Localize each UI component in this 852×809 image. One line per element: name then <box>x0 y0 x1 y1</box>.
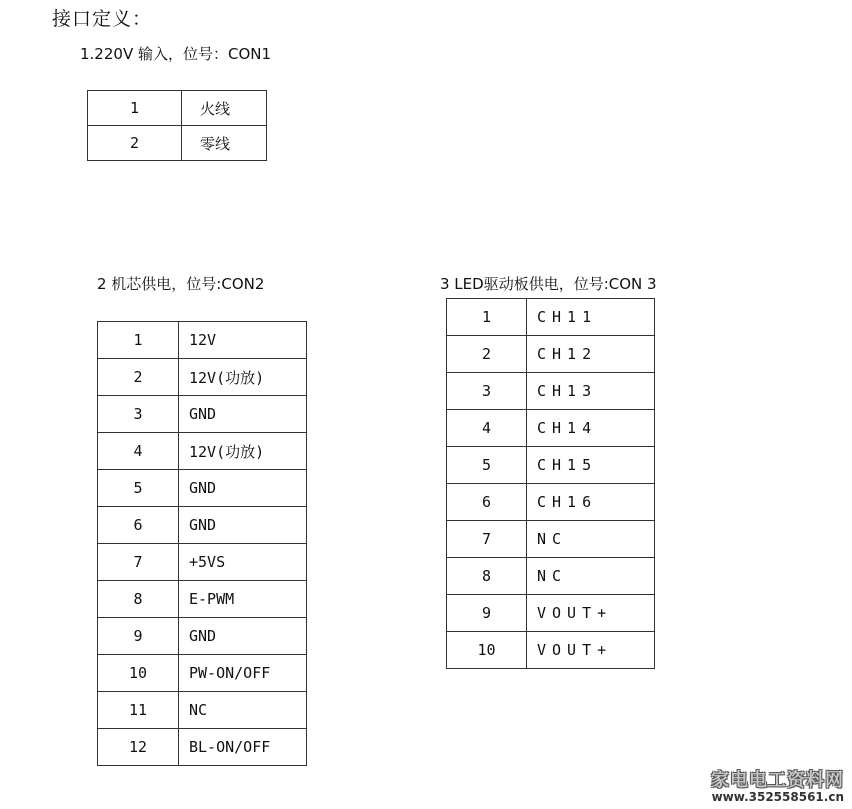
con2-table-body <box>98 322 307 766</box>
con3-table <box>446 298 655 669</box>
pin-number: 1 <box>98 322 179 359</box>
pin-number: 9 <box>98 618 179 655</box>
pin-number: 11 <box>98 692 179 729</box>
table-row <box>98 655 307 692</box>
table-row <box>88 126 267 161</box>
pin-signal: CH14 <box>527 410 655 447</box>
con1-table-body <box>88 91 267 161</box>
table-row <box>447 373 655 410</box>
pin-number: 7 <box>447 521 527 558</box>
table-row <box>98 359 307 396</box>
table-row <box>447 595 655 632</box>
pin-number: 4 <box>98 433 179 470</box>
table-row <box>447 410 655 447</box>
pin-signal: 12V(功放) <box>179 359 307 396</box>
page-title: 接口定义： <box>52 8 153 30</box>
pin-signal: 零线 <box>182 126 267 161</box>
section3-heading: 3 LED驱动板供电，位号:CON 3 <box>440 275 657 293</box>
pin-number: 3 <box>98 396 179 433</box>
pin-signal: CH11 <box>527 299 655 336</box>
table-row <box>98 470 307 507</box>
pin-signal: 12V(功放) <box>179 433 307 470</box>
pin-number: 12 <box>98 729 179 766</box>
pin-number: 5 <box>447 447 527 484</box>
pin-signal: VOUT+ <box>527 632 655 669</box>
pin-signal: NC <box>527 558 655 595</box>
pin-number: 9 <box>447 595 527 632</box>
pin-number: 6 <box>447 484 527 521</box>
pin-signal: VOUT+ <box>527 595 655 632</box>
pin-signal: GND <box>179 396 307 433</box>
section2-heading: 2 机芯供电，位号:CON2 <box>97 275 265 293</box>
pin-signal: CH15 <box>527 447 655 484</box>
table-row <box>98 729 307 766</box>
pin-number: 3 <box>447 373 527 410</box>
con2-table <box>97 321 307 766</box>
pin-number: 8 <box>98 581 179 618</box>
pin-number: 1 <box>88 91 182 126</box>
table-row <box>88 91 267 126</box>
table-row <box>447 521 655 558</box>
con3-table-body <box>447 299 655 669</box>
pin-signal: CH16 <box>527 484 655 521</box>
pin-signal: GND <box>179 507 307 544</box>
table-row <box>447 336 655 373</box>
con1-table <box>87 90 267 161</box>
pin-number: 10 <box>98 655 179 692</box>
pin-signal: +5VS <box>179 544 307 581</box>
pin-number: 8 <box>447 558 527 595</box>
table-row <box>447 299 655 336</box>
pin-signal: E-PWM <box>179 581 307 618</box>
watermark-url: www.352558561.cn <box>711 790 844 804</box>
table-row <box>447 558 655 595</box>
pin-number: 2 <box>98 359 179 396</box>
pin-number: 5 <box>98 470 179 507</box>
pin-number: 10 <box>447 632 527 669</box>
pin-signal: 12V <box>179 322 307 359</box>
table-row <box>447 484 655 521</box>
pin-signal: GND <box>179 618 307 655</box>
watermark-name: 家电电工资料网 <box>711 770 844 791</box>
pin-number: 7 <box>98 544 179 581</box>
pin-number: 6 <box>98 507 179 544</box>
table-row <box>447 632 655 669</box>
table-row <box>98 692 307 729</box>
pin-number: 2 <box>88 126 182 161</box>
section1-heading: 1.220V 输入，位号：CON1 <box>80 45 272 63</box>
pin-number: 4 <box>447 410 527 447</box>
pin-signal: GND <box>179 470 307 507</box>
pin-signal: NC <box>527 521 655 558</box>
table-row <box>98 322 307 359</box>
table-row <box>98 507 307 544</box>
pin-signal: PW-ON/OFF <box>179 655 307 692</box>
pin-number: 2 <box>447 336 527 373</box>
table-row <box>98 544 307 581</box>
pin-number: 1 <box>447 299 527 336</box>
table-row <box>98 396 307 433</box>
pin-signal: CH12 <box>527 336 655 373</box>
table-row <box>447 447 655 484</box>
pin-signal: BL-ON/OFF <box>179 729 307 766</box>
table-row <box>98 433 307 470</box>
pin-signal: 火线 <box>182 91 267 126</box>
table-row <box>98 618 307 655</box>
pin-signal: NC <box>179 692 307 729</box>
pin-signal: CH13 <box>527 373 655 410</box>
table-row <box>98 581 307 618</box>
